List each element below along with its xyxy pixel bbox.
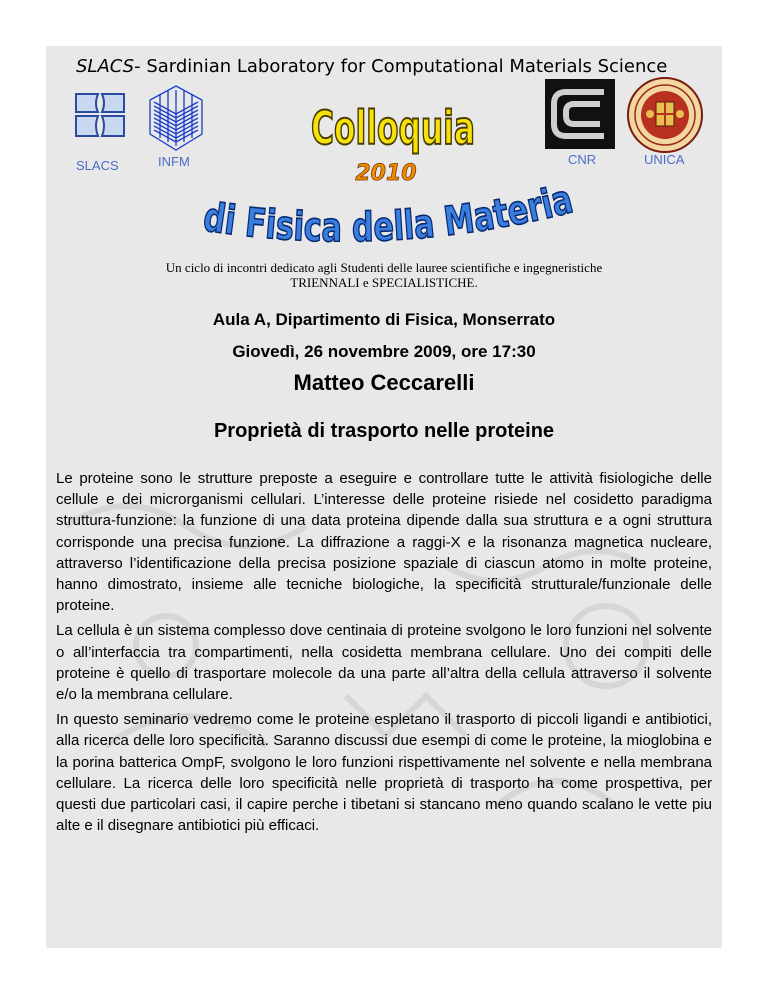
poster	[46, 46, 722, 948]
talk-title: Proprietà di trasporto nelle proteine	[213, 420, 555, 442]
subtitle-art-text: di Fisica della Materia	[200, 174, 584, 252]
cnr-logo	[544, 78, 616, 150]
slacs-label: SLACS	[76, 158, 119, 173]
speaker-name: Matteo Ceccarelli	[293, 370, 475, 395]
infm-label: INFM	[158, 154, 190, 169]
intro-line-1: Un ciclo di incontri dedicato agli Studenti delle lauree scientifiche e ingegneristiche	[165, 260, 603, 275]
unica-label: UNICA	[644, 152, 685, 167]
slacs-logo	[70, 86, 132, 156]
year-text: 2010	[355, 161, 417, 186]
abstract-paragraph-3: In questo seminario vedremo come le proteine espletano il trasporto di piccoli ligandi e antibiotici, alla ricerca delle loro specificità. Saranno discussi due esempi di come le proteine, la mioglobina e la porina batterica OmpF, svolgono le loro funzioni rispettivamente nel solvente e nella membrana cellulare. La ricerca delle loro specificità nelle proprietà di trasporto ha come prospettiva, per questi due particolari casi, il capire perche i tibetani si stancano meno quando scalano le vette piu alte e il disegnare antibiotici più efficaci.	[56, 711, 712, 835]
abstract-paragraph-2: La cellula è un sistema complesso dove centinaia di proteine svolgono le loro funzioni nel solvente o all’interfaccia tra compartimenti, nella cosidetta membrana cellulare. Uno dei compiti delle proteine è quello di trasportare molecole da una parte all’altra della cellula attraverso il solvente e/o la membrana cellulare.	[56, 622, 712, 704]
infm-logo	[144, 82, 208, 156]
header-title-rest: - Sardinian Laboratory for Computational Materials Science	[134, 56, 668, 77]
venue: Aula A, Dipartimento di Fisica, Monserrato	[212, 310, 556, 329]
intro-text	[66, 260, 702, 290]
header-acronym: SLACS	[76, 56, 135, 77]
subtitle-art	[196, 172, 586, 256]
header-title	[76, 56, 667, 77]
cnr-label: CNR	[568, 152, 597, 167]
unica-seal	[626, 76, 704, 154]
colloquia-text: Colloquia	[311, 101, 475, 155]
abstract-paragraph-1: Le proteine sono le strutture preposte a eseguire e controllare tutte le attività fisiologiche delle cellule e dei microrganismi cellulari. L’interesse delle proteine risiede nel cosidetto paradigma struttura-funzione: la funzione di una data proteina dipende dalla sua struttura e a ogni struttura corrisponde una precisa funzione. La diffrazione a raggi-X e la risonanza magnetica nucleare, attraverso l’identificazione della precisa posizione spaziale di ciascun atomo in molte proteine, hanno dimostrato, insieme alle tecniche biologiche, la specificità strutturale/funzionale delle proteine.	[56, 470, 712, 615]
event-datetime: Giovedì, 26 novembre 2009, ore 17:30	[232, 342, 536, 361]
colloquia-banner	[308, 78, 478, 160]
abstract	[56, 468, 712, 840]
intro-line-2: TRIENNALI e SPECIALISTICHE.	[290, 275, 478, 290]
